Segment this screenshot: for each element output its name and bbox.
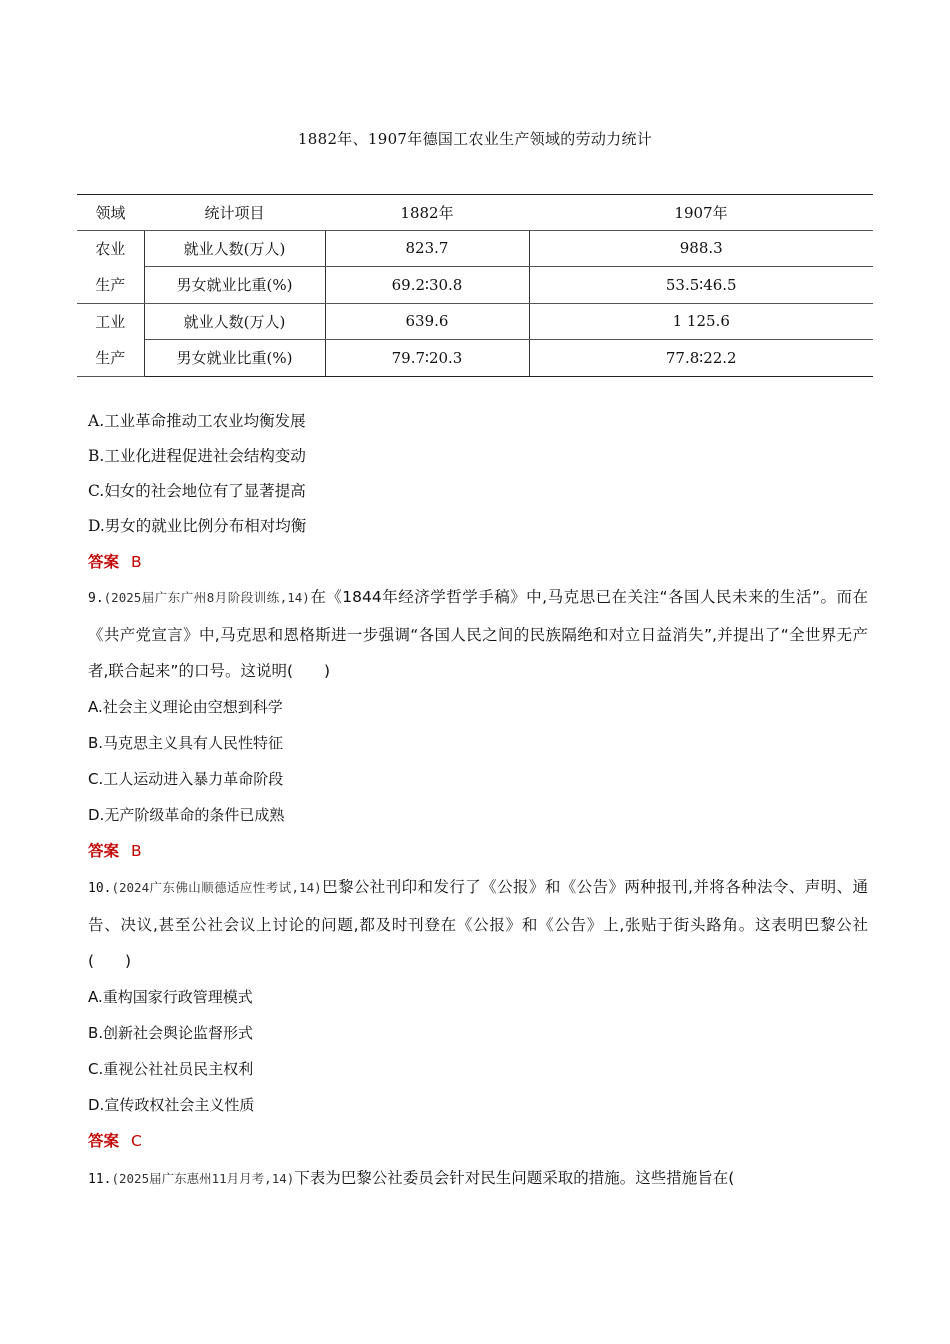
table-header-cell: 1882年: [325, 195, 529, 231]
q10-option-c: C.重视公社社员民主权利: [88, 1060, 254, 1078]
domain-label: 生产: [95, 348, 126, 367]
value-cell-1907: 988.3: [529, 230, 873, 267]
item-cell: 就业人数(万人): [144, 303, 325, 340]
q9-stem: [88, 579, 868, 689]
domain-label: 工业: [95, 312, 126, 331]
table-header-row: [77, 195, 873, 231]
domain-cell-agriculture: [77, 230, 144, 303]
table-header-cell: 统计项目: [144, 195, 325, 231]
q8-option-a: A.工业革命推动工农业均衡发展: [88, 412, 306, 430]
table-row: [77, 267, 873, 304]
table-row: [77, 340, 873, 377]
q10-stem: [88, 869, 868, 979]
question-text: 在《1844年经济学哲学手稿》中,马克思已在关注“各国人民未来的生活”。而在《共产党宣言》中,马克思和恩格斯进一步强调“各国人民之间的民族隔绝和对立日益消失”,并提出了“全世界无产者,联合起来”的口号。这说明( ): [88, 588, 868, 680]
answer-label: 答案: [88, 1132, 120, 1150]
question-text: 下表为巴黎公社委员会针对民生问题采取的措施。这些措施旨在(: [294, 1169, 735, 1187]
q11-stem: [88, 1160, 868, 1198]
value-cell-1882: 69.2∶30.8: [325, 267, 529, 304]
question-source: (2025届广东惠州11月月考,14): [111, 1171, 295, 1186]
table-title: 1882年、1907年德国工农业生产领域的劳动力统计: [297, 130, 653, 148]
value-cell-1907: 53.5∶46.5: [529, 267, 873, 304]
table-row: [77, 303, 873, 340]
value-cell-1882: 823.7: [325, 230, 529, 267]
domain-cell-industry: [77, 303, 144, 376]
question-number: 11.: [88, 1172, 112, 1187]
item-cell: 男女就业比重(%): [144, 267, 325, 304]
item-cell: 男女就业比重(%): [144, 340, 325, 377]
question-source: (2024广东佛山顺德适应性考试,14): [111, 880, 322, 895]
question-text: 巴黎公社刊印和发行了《公报》和《公告》两种报刊,并将各种法令、声明、通告、决议,甚至公社会议上讨论的问题,都及时刊登在《公报》和《公告》上,张贴于街头路角。这表明巴黎公社( ): [88, 878, 868, 970]
value-cell-1882: 79.7∶20.3: [325, 340, 529, 377]
q9-option-a: A.社会主义理论由空想到科学: [88, 698, 283, 716]
q8-option-c: C.妇女的社会地位有了显著提高: [88, 482, 306, 500]
q9-answer: [88, 841, 142, 861]
q10-option-d: D.宣传政权社会主义性质: [88, 1096, 255, 1114]
q8-option-b: B.工业化进程促进社会结构变动: [88, 447, 306, 465]
value-cell-1882: 639.6: [325, 303, 529, 340]
question-source: (2025届广东广州8月阶段训练,14): [103, 590, 310, 605]
answer-label: 答案: [88, 553, 120, 571]
table-header-cell: 1907年: [529, 195, 873, 231]
domain-label: 生产: [95, 275, 126, 294]
q10-option-b: B.创新社会舆论监督形式: [88, 1024, 254, 1042]
question-number: 9.: [88, 591, 104, 606]
q9-option-b: B.马克思主义具有人民性特征: [88, 734, 284, 752]
value-cell-1907: 1 125.6: [529, 303, 873, 340]
item-cell: 就业人数(万人): [144, 230, 325, 267]
answer-label: 答案: [88, 842, 120, 860]
q8-option-d: D.男女的就业比例分布相对均衡: [88, 517, 307, 535]
table-row: [77, 230, 873, 267]
q10-answer: [88, 1131, 142, 1151]
q8-answer: [88, 552, 142, 572]
answer-letter: B: [131, 553, 142, 571]
question-number: 10.: [88, 881, 112, 896]
answer-letter: C: [131, 1132, 142, 1150]
answer-letter: B: [131, 842, 142, 860]
labor-statistics-table: [77, 194, 873, 377]
domain-label: 农业: [95, 239, 126, 258]
value-cell-1907: 77.8∶22.2: [529, 340, 873, 377]
q10-option-a: A.重构国家行政管理模式: [88, 988, 253, 1006]
table-header-cell: 领域: [77, 195, 144, 231]
q9-option-c: C.工人运动进入暴力革命阶段: [88, 770, 284, 788]
q9-option-d: D.无产阶级革命的条件已成熟: [88, 806, 285, 824]
